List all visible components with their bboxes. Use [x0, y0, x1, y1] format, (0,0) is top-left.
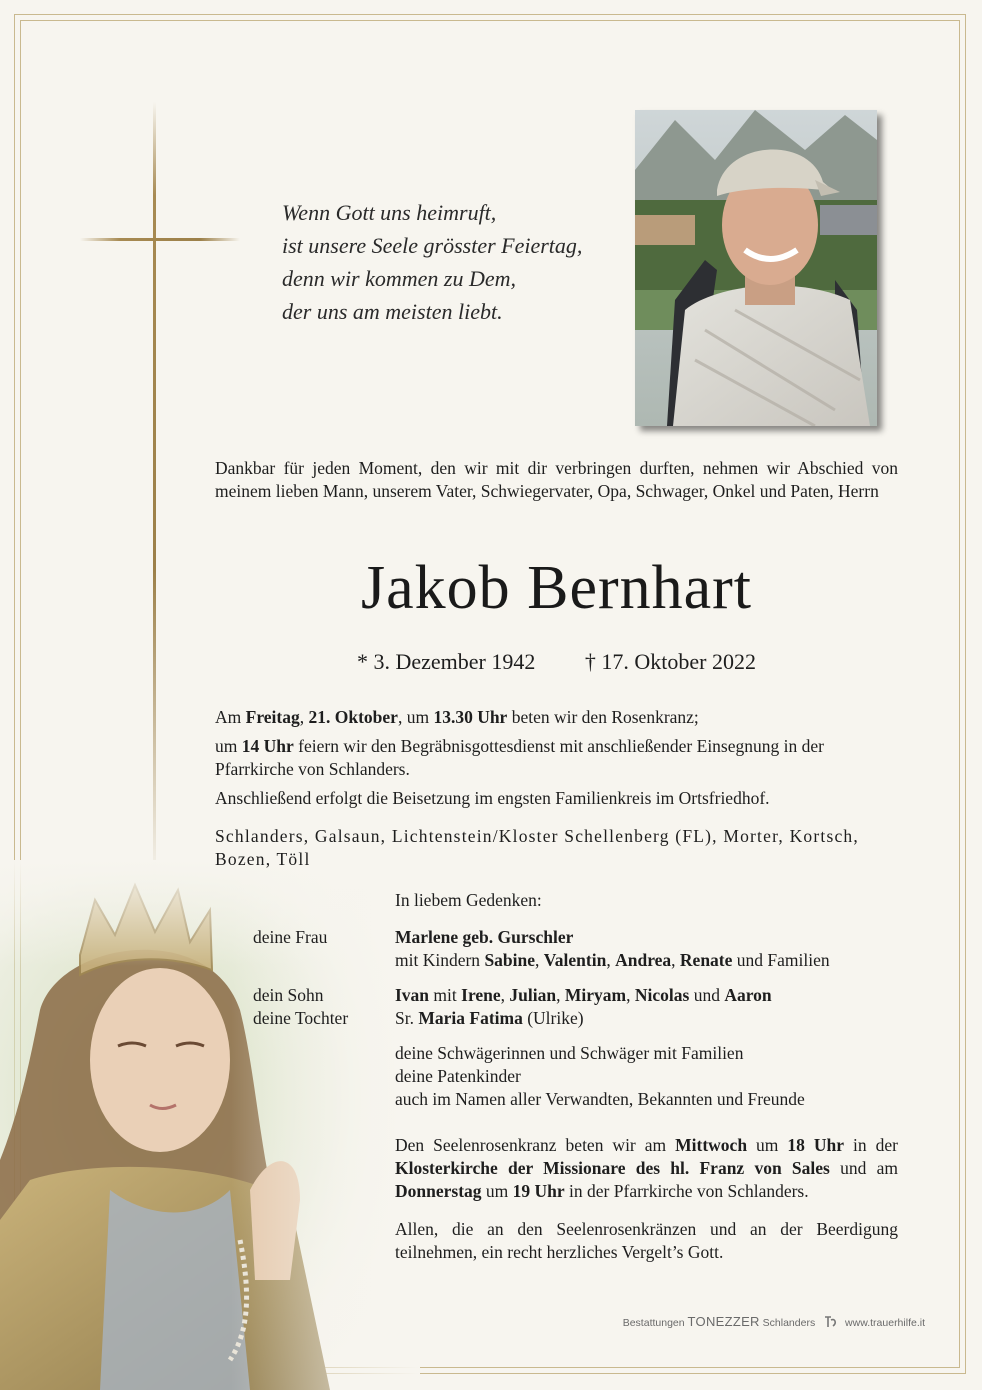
footer-place: Schlanders	[759, 1317, 816, 1329]
funeral-line-2: um 14 Uhr feiern wir den Begräbnisgottesdienst mit anschließender Einsegnung in der Pfarrkirche von Schlanders.	[215, 736, 824, 779]
quote-line: Wenn Gott uns heimruft,	[282, 200, 497, 225]
birth-date: * 3. Dezember 1942	[357, 649, 536, 674]
funeral-line-1: Am Freitag, 21. Oktober, um 13.30 Uhr beten wir den Rosenkranz;	[215, 707, 699, 727]
intro-text: Dankbar für jeden Moment, den wir mit dir verbringen durften, nehmen wir Abschied von meinem lieben Mann, unserem Vater, Schwiegervater, Opa, Schwager, Onkel und Paten, Herrn	[215, 458, 898, 501]
death-date: † 17. Oktober 2022	[584, 649, 756, 674]
life-dates	[215, 645, 898, 679]
footer-credit	[560, 1314, 925, 1329]
places-list: Schlanders, Galsaun, Lichtenstein/Kloster Schellenberg (FL), Morter, Kortsch, Bozen, Töll	[215, 826, 859, 869]
footer-prefix: Bestattungen	[622, 1317, 688, 1329]
quote-line: ist unsere Seele grösster Feiertag,	[282, 233, 583, 258]
mourner-names: Marlene geb. Gurschler mit Kindern Sabine, Valentin, Andrea, Renate und Familien	[395, 927, 830, 970]
quote-line: denn wir kommen zu Dem,	[282, 266, 517, 291]
rosary-announcement: Den Seelenrosenkranz beten wir am Mittwoch um 18 Uhr in der Klosterkirche der Missionare des hl. Franz von Sales und am Donnerstag um 19 Uhr in der Pfarrkirche von Schlanders.	[395, 1135, 898, 1201]
trauerhilfe-logo-icon	[822, 1315, 838, 1329]
footer-url: www.trauerhilfe.it	[845, 1317, 925, 1329]
gedenken-title: In liebem Gedenken:	[395, 890, 542, 910]
quote	[282, 196, 622, 328]
mourner-row-daughter	[253, 1007, 903, 1030]
relation-label: deine Tochter	[253, 1008, 349, 1028]
portrait-photo	[635, 110, 877, 426]
mourner-row-others	[253, 1042, 903, 1111]
mourner-row-son	[253, 984, 903, 1007]
cross-horizontal-bar	[80, 238, 240, 241]
relation-label: dein Sohn	[253, 985, 324, 1005]
mourners-list	[253, 926, 903, 1111]
thanks-text: Allen, die an den Seelenrosenkränzen und an der Beerdigung teilnehmen, ein recht herzliches Vergelt’s Gott.	[395, 1219, 898, 1262]
relation-label: deine Frau	[253, 927, 328, 947]
funeral-line-3: Anschließend erfolgt die Beisetzung im engsten Familienkreis im Ortsfriedhof.	[215, 788, 770, 808]
funeral-details	[215, 706, 898, 810]
quote-line: der uns am meisten liebt.	[282, 299, 503, 324]
footer-brand: TONEZZER	[687, 1314, 760, 1329]
mourner-row-wife	[253, 926, 903, 972]
cross-vertical-bar	[153, 102, 156, 882]
mourner-names: Sr. Maria Fatima (Ulrike)	[395, 1008, 584, 1028]
mourner-names: Ivan mit Irene, Julian, Miryam, Nicolas und Aaron	[395, 985, 772, 1005]
mourner-others: deine Schwägerinnen und Schwäger mit Familien deine Patenkinder auch im Namen aller Verwandten, Bekannten und Freunde	[395, 1043, 805, 1109]
deceased-name: Jakob Bernhart	[360, 554, 753, 622]
